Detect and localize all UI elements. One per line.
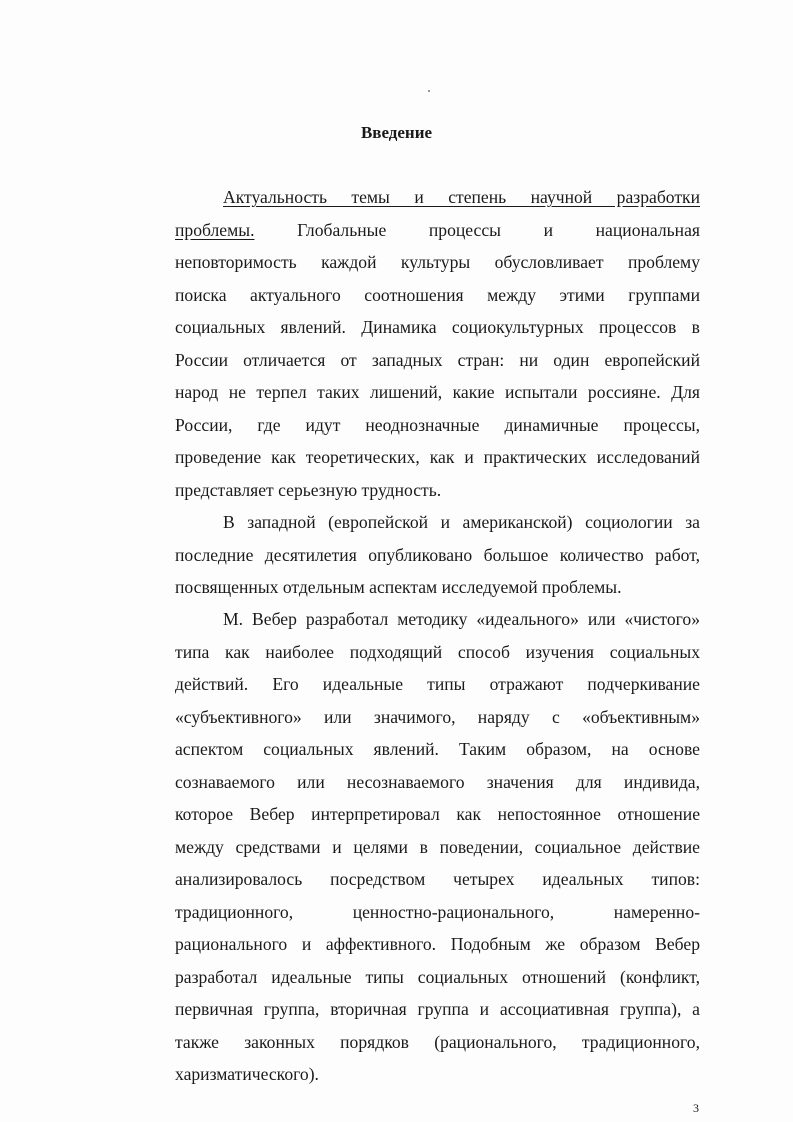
text-line: неповторимость каждой культуры обусловливает проблему <box>175 252 700 272</box>
page-number: 3 <box>693 1101 699 1115</box>
text-line: народ не терпел таких лишений, какие испытали россияне. Для <box>175 382 700 402</box>
underlined-heading-end: проблемы. <box>175 219 255 240</box>
text-line: харизматического). <box>175 1064 319 1084</box>
text-line: России, где идут неоднозначные динамичные процессы, <box>175 414 700 435</box>
text-line: России отличается от западных стран: ни один европейский <box>175 349 700 370</box>
text-line: В западной (европейской и американской) социологии за <box>223 512 700 532</box>
paragraph-relevance <box>175 181 700 506</box>
page-title: Введение <box>360 123 433 142</box>
text-line <box>175 214 700 247</box>
paragraph-weber <box>175 603 700 1091</box>
text-line: поиска актуального соотношения между этими группами <box>175 284 700 305</box>
text-line: проведение как теоретических, как и практических исследований <box>175 447 700 467</box>
text-line: посвященных отдельным аспектам исследуемой проблемы. <box>175 577 622 597</box>
text-line: М. Вебер разработал методику «идеального» или «чистого» <box>223 609 700 629</box>
text-line: социальных явлений. Динамика социокультурных процессов в <box>175 317 700 337</box>
text-line: также законных порядков (рационального, традиционного, <box>175 1031 700 1052</box>
text-line: «субъективного» или значимого, наряду с «объективным» <box>175 706 700 727</box>
text-line: сознаваемого или несознаваемого значения для индивида, <box>175 771 700 792</box>
text-line: рационального и аффективного. Подобным же образом Вебер <box>175 934 700 954</box>
text-line: типа как наиболее подходящий способ изучения социальных <box>175 641 700 662</box>
text-line: которое Вебер интерпретировал как непостоянное отношение <box>175 804 700 824</box>
text-line: аспектом социальных явлений. Таким образом, на основе <box>175 739 700 759</box>
text-line: между средствами и целями в поведении, социальное действие <box>175 836 700 857</box>
text-span: Глобальные процессы и национальная <box>254 219 700 240</box>
text-line: действий. Его идеальные типы отражают подчеркивание <box>175 674 700 694</box>
text-line: разработал идеальные типы социальных отношений (конфликт, <box>175 966 700 987</box>
paragraph-western-sociology <box>175 506 700 604</box>
text-line: представляет серьезную трудность. <box>175 479 442 500</box>
scan-dot-mark <box>428 90 430 92</box>
text-line: традиционного, ценностно-рационального, намеренно- <box>175 901 700 922</box>
text-line: Актуальность темы и степень научной разработки <box>223 187 700 207</box>
text-line: первичная группа, вторичная группа и ассоциативная группа), а <box>175 999 700 1019</box>
text-line: анализировалось посредством четырех идеальных типов: <box>175 869 700 889</box>
text-line: последние десятилетия опубликовано большое количество работ, <box>175 544 700 565</box>
